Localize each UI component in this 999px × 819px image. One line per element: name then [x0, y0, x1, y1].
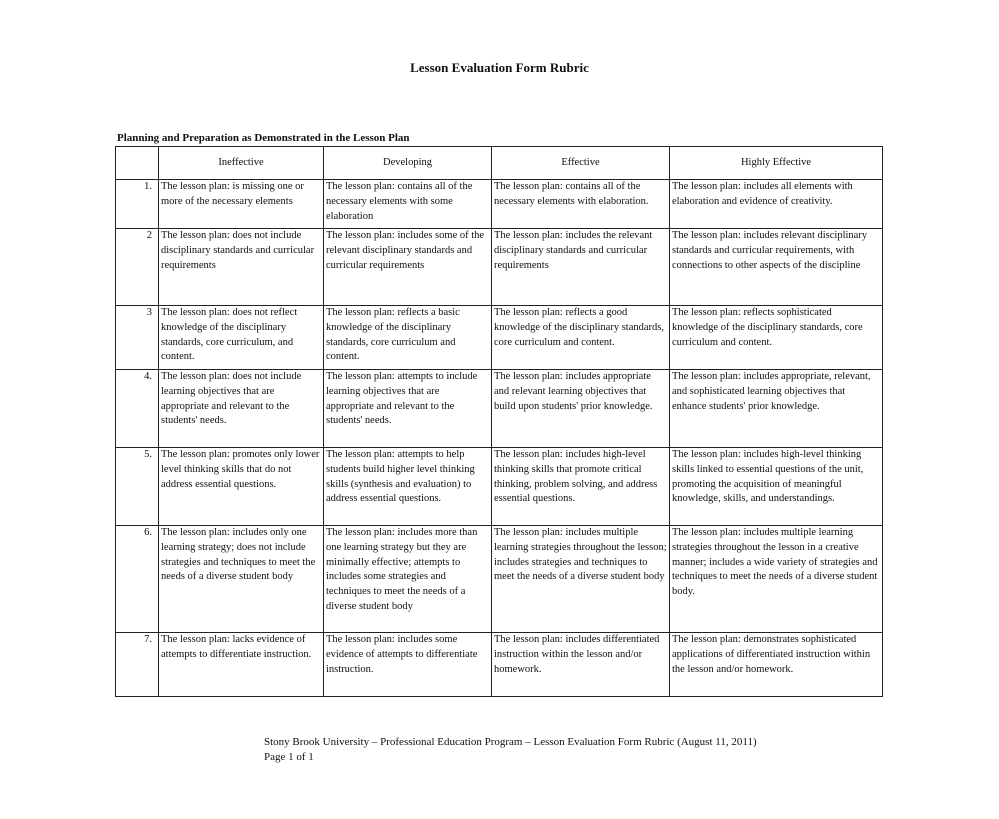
- cell-highly-effective: The lesson plan: includes all elements with elaboration and evidence of creativity.: [670, 180, 883, 229]
- header-highly-effective: Highly Effective: [670, 147, 883, 180]
- cell-ineffective: The lesson plan: does not include disciplinary standards and curricular requirements: [159, 229, 324, 306]
- row-number: 2: [116, 229, 159, 306]
- cell-developing: The lesson plan: contains all of the necessary elements with some elaboration: [324, 180, 492, 229]
- cell-effective: The lesson plan: includes high-level thinking skills that promote critical thinking, problem solving, and address essential questions.: [492, 448, 670, 526]
- cell-effective: The lesson plan: includes differentiated instruction within the lesson and/or homework.: [492, 633, 670, 697]
- table-row: [116, 526, 883, 633]
- footer-citation: Stony Brook University – Professional Education Program – Lesson Evaluation Form Rubric (August 11, 2011): [264, 736, 757, 748]
- header-number: [116, 147, 159, 180]
- row-number: 6.: [116, 526, 159, 633]
- cell-ineffective: The lesson plan: promotes only lower level thinking skills that do not address essential questions.: [159, 448, 324, 526]
- cell-ineffective: The lesson plan: does not reflect knowledge of the disciplinary standards, core curriculum, and content.: [159, 306, 324, 370]
- table-row: [116, 448, 883, 526]
- cell-highly-effective: The lesson plan: includes multiple learning strategies throughout the lesson in a creative manner; includes a wide variety of strategies and techniques to meet the needs of a diverse student body.: [670, 526, 883, 633]
- table-row: [116, 229, 883, 306]
- page-footer: [264, 735, 757, 765]
- header-effective: Effective: [492, 147, 670, 180]
- page-number: Page 1 of 1: [264, 751, 314, 763]
- cell-ineffective: The lesson plan: lacks evidence of attempts to differentiate instruction.: [159, 633, 324, 697]
- cell-highly-effective: The lesson plan: includes relevant disciplinary standards and curricular requirements, with connections to other aspects of the discipline: [670, 229, 883, 306]
- cell-effective: The lesson plan: includes appropriate and relevant learning objectives that build upon students' prior knowledge.: [492, 370, 670, 448]
- cell-effective: The lesson plan: contains all of the necessary elements with elaboration.: [492, 180, 670, 229]
- cell-developing: The lesson plan: includes some of the relevant disciplinary standards and curricular requirements: [324, 229, 492, 306]
- cell-highly-effective: The lesson plan: reflects sophisticated knowledge of the disciplinary standards, core curriculum and content.: [670, 306, 883, 370]
- rubric-table: [115, 146, 883, 697]
- cell-highly-effective: The lesson plan: demonstrates sophisticated applications of differentiated instruction within the lesson and/or homework.: [670, 633, 883, 697]
- row-number: 1.: [116, 180, 159, 229]
- cell-developing: The lesson plan: includes some evidence of attempts to differentiate instruction.: [324, 633, 492, 697]
- table-row: [116, 633, 883, 697]
- row-number: 5.: [116, 448, 159, 526]
- table-row: [116, 180, 883, 229]
- cell-ineffective: The lesson plan: does not include learning objectives that are appropriate and relevant to the students' needs.: [159, 370, 324, 448]
- cell-developing: The lesson plan: attempts to help students build higher level thinking skills (synthesis and evaluation) to address essential questions.: [324, 448, 492, 526]
- cell-effective: The lesson plan: reflects a good knowledge of the disciplinary standards, core curriculum and content.: [492, 306, 670, 370]
- page-title: Lesson Evaluation Form Rubric: [410, 60, 589, 75]
- cell-developing: The lesson plan: attempts to include learning objectives that are appropriate and relevant to the students' needs.: [324, 370, 492, 448]
- cell-highly-effective: The lesson plan: includes appropriate, relevant, and sophisticated learning objectives that enhance students' prior knowledge.: [670, 370, 883, 448]
- header-developing: Developing: [324, 147, 492, 180]
- cell-effective: The lesson plan: includes the relevant disciplinary standards and curricular requirements: [492, 229, 670, 306]
- section-title: Planning and Preparation as Demonstrated in the Lesson Plan: [117, 132, 410, 144]
- row-number: 3: [116, 306, 159, 370]
- header-ineffective: Ineffective: [159, 147, 324, 180]
- header-row: [116, 147, 883, 180]
- cell-developing: The lesson plan: reflects a basic knowledge of the disciplinary standards, core curriculum and content.: [324, 306, 492, 370]
- cell-ineffective: The lesson plan: includes only one learning strategy; does not include strategies and techniques to meet the needs of a diverse student body: [159, 526, 324, 633]
- table-row: [116, 370, 883, 448]
- cell-ineffective: The lesson plan: is missing one or more of the necessary elements: [159, 180, 324, 229]
- cell-highly-effective: The lesson plan: includes high-level thinking skills linked to essential questions of the unit, promoting the acquisition of meaningful knowledge, skills, and understandings.: [670, 448, 883, 526]
- row-number: 7.: [116, 633, 159, 697]
- table-row: [116, 306, 883, 370]
- cell-developing: The lesson plan: includes more than one learning strategy but they are minimally effective; attempts to includes some strategies and techniques to meet the needs of a diverse student body: [324, 526, 492, 633]
- row-number: 4.: [116, 370, 159, 448]
- cell-effective: The lesson plan: includes multiple learning strategies throughout the lesson; includes strategies and techniques to meet the needs of a diverse student body: [492, 526, 670, 633]
